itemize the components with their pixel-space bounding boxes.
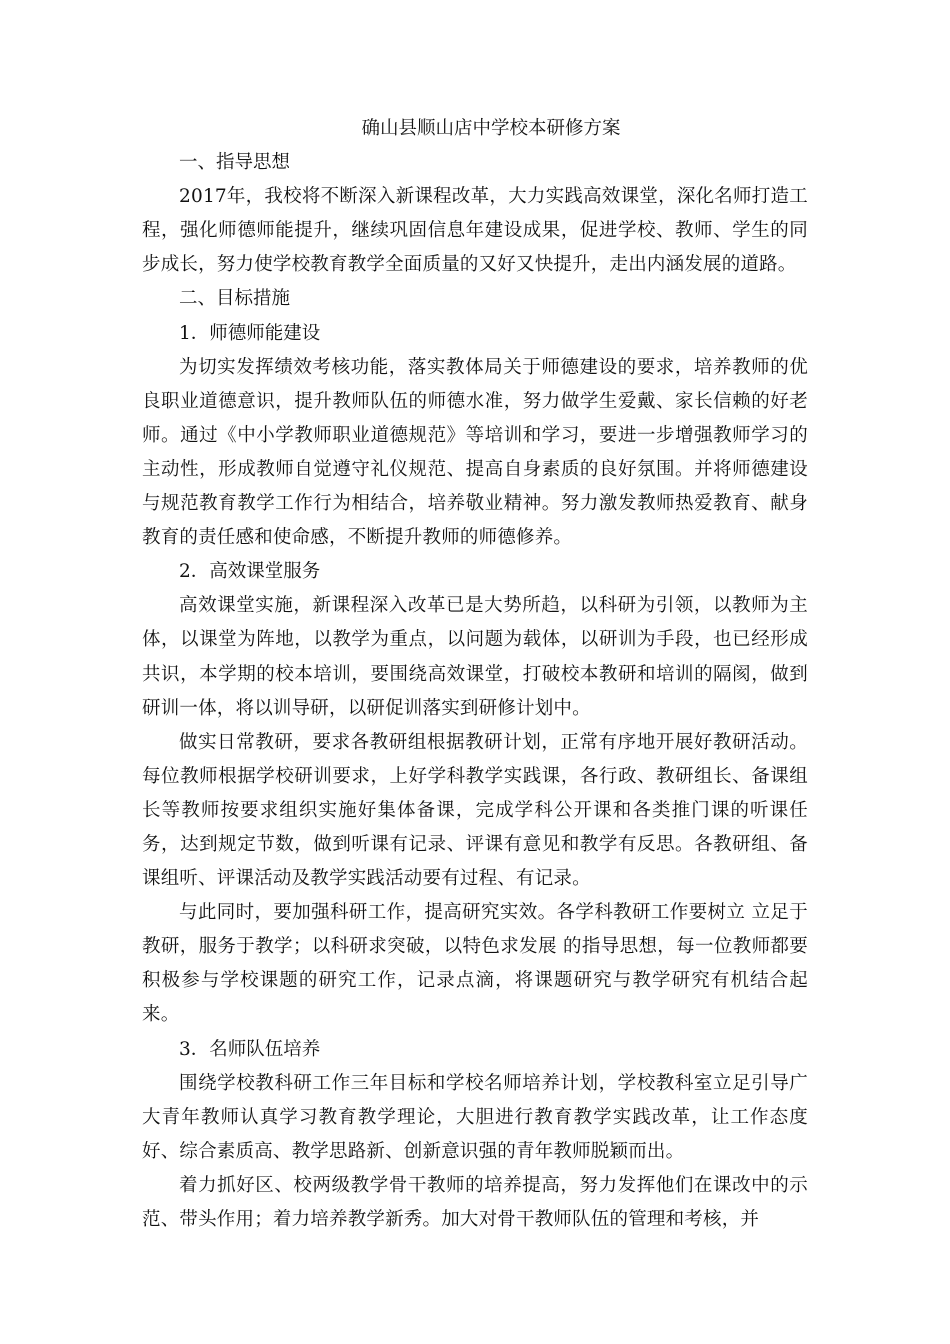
paragraph: 与此同时，要加强科研工作，提高研究实效。各学科教研工作要树立 立足于教研，服务于教学；以科研求突破，以特色求发展 的指导思想，每一位教师都要积极参与学校课题的研究工作，记录点滴，将课题研究与教学研究有机结合起来。 — [142, 902, 808, 1026]
document-title: 确山县顺山店中学校本研修方案 — [361, 118, 621, 139]
paragraph: 围绕学校教科研工作三年目标和学校名师培养计划，学校教科室立足引导广大青年教师认真学习教育教学理论，大胆进行教育教学实践改革，让工作态度好、综合素质高、教学思路新、创新意识强的青年教师脱颖而出。 — [142, 1072, 808, 1162]
paragraph: 着力抓好区、校两级教学骨干教师的培养提高，努力发挥他们在课改中的示范、带头作用；着力培养教学新秀。加大对骨干教师队伍的管理和考核，并 — [142, 1174, 808, 1230]
section-heading: 一、指导思想 — [179, 152, 291, 174]
paragraph: 2017年，我校将不断深入新课程改革，大力实践高效课堂，深化名师打造工程，强化师德师能提升，继续巩固信息年建设成果，促进学校、教师、学生的同步成长，努力使学校教育教学全面质量的又好又快提升，走出内涵发展的道路。 — [142, 186, 808, 276]
subsection-heading: 3．名师队伍培养 — [179, 1038, 321, 1060]
section-heading: 二、目标措施 — [179, 288, 291, 310]
paragraph: 为切实发挥绩效考核功能，落实教体局关于师德建设的要求，培养教师的优良职业道德意识，提升教师队伍的师德水准，努力做学生爱戴、家长信赖的好老师。通过《中小学教师职业道德规范》等培训和学习，要进一步增强教师学习的主动性，形成教师自觉遵守礼仪规范、提高自身素质的良好氛围。并将师德建设与规范教育教学工作行为相结合，培养敬业精神。努力激发教师热爱教育、献身教育的责任感和使命感，不断提升教师的师德修养。 — [142, 356, 808, 549]
subsection-heading: 2．高效课堂服务 — [179, 561, 321, 583]
document-page — [142, 112, 808, 1237]
paragraph: 做实日常教研，要求各教研组根据教研计划，正常有序地开展好教研活动。每位教师根据学校研训要求，上好学科教学实践课，各行政、教研组长、备课组长等教师按要求组织实施好集体备课，完成学科公开课和各类推门课的听课任务，达到规定节数，做到听课有记录、评课有意见和教学有反思。各教研组、备课组听、评课活动及教学实践活动要有过程、有记录。 — [142, 731, 808, 890]
paragraph: 高效课堂实施，新课程深入改革已是大势所趋，以科研为引领，以教师为主体，以课堂为阵地，以教学为重点，以问题为载体，以研训为手段，也已经形成共识，本学期的校本培训，要围绕高效课堂，打破校本教研和培训的隔阂，做到研训一体，将以训导研，以研促训落实到研修计划中。 — [142, 595, 808, 719]
subsection-heading: 1．师德师能建设 — [179, 322, 321, 344]
